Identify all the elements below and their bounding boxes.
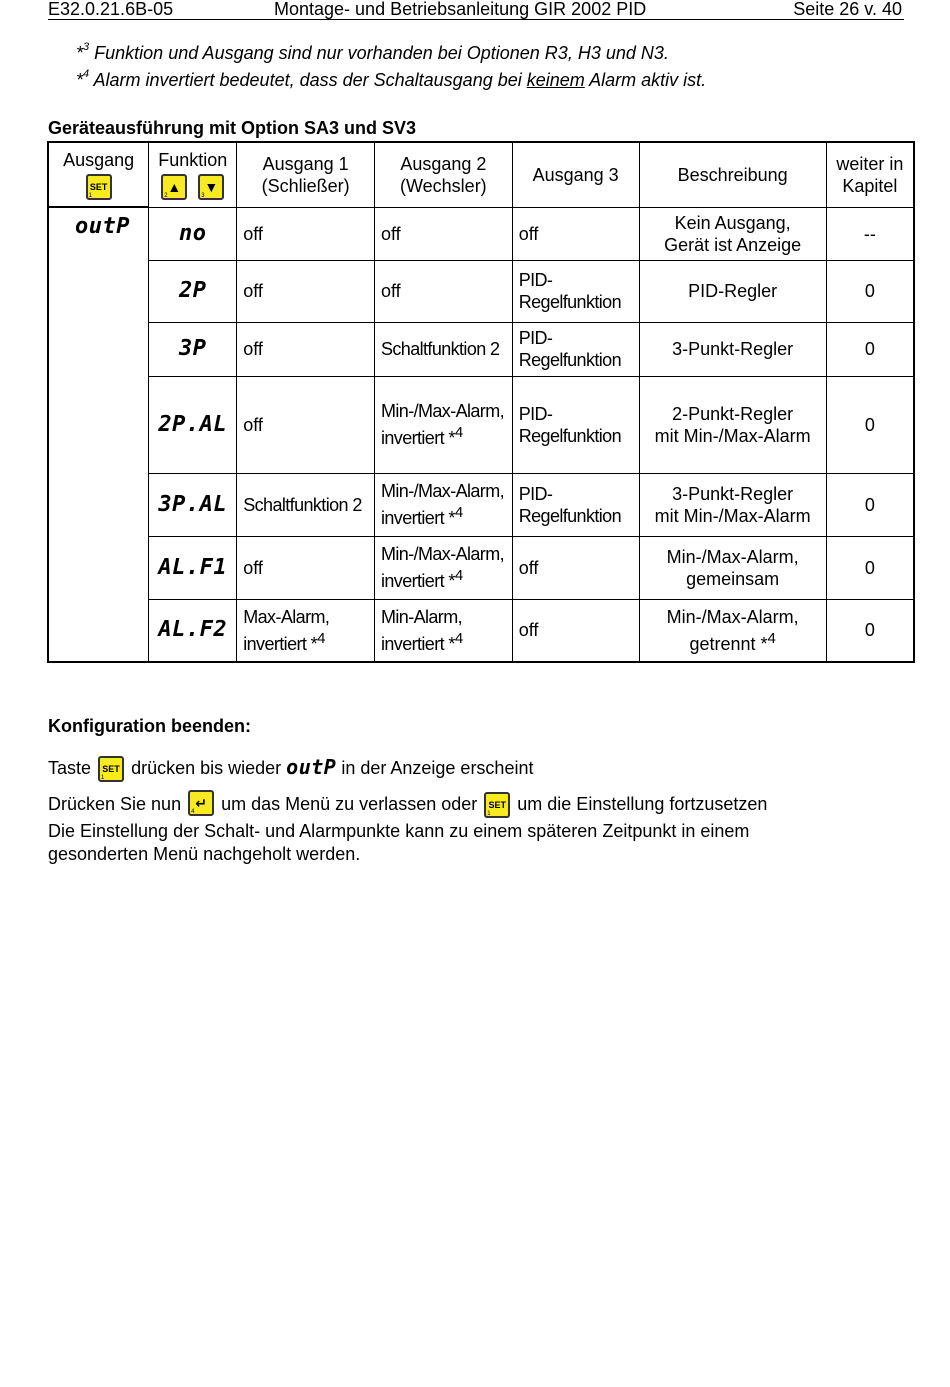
function-code-cell: 3P.AL (149, 473, 237, 536)
set-key-icon: SET 1 (484, 792, 510, 818)
config-line-1: Taste SET 1 drücken bis wieder outP in der Anzeige erscheint (48, 755, 534, 781)
beschreibung-cell: Min-/Max-Alarm, gemeinsam (639, 536, 826, 599)
kapitel-cell: 0 (826, 260, 914, 322)
table-row (48, 599, 914, 662)
header-ausgang-3: Ausgang 3 (512, 142, 639, 207)
section-title: Geräteausführung mit Option SA3 und SV3 (48, 118, 417, 138)
table-row (48, 536, 914, 599)
ausgang-3-cell: off (512, 599, 639, 662)
document-title: Montage- und Betriebsanleitung GIR 2002 PID (274, 0, 647, 19)
function-code-cell: no (149, 207, 237, 260)
kapitel-cell: 0 (826, 536, 914, 599)
ausgang-3-cell: PID- Regelfunktion (512, 322, 639, 376)
config-line-3: Die Einstellung der Schalt- und Alarmpunkte kann zu einem späteren Zeitpunkt in einem (48, 821, 750, 841)
display-code-outp: outP (75, 214, 130, 239)
beschreibung-cell: 3-Punkt-Regler (639, 322, 826, 376)
ausgang-2-cell: off (374, 207, 512, 260)
config-line-2: Drücken Sie nun ↵ 4 um das Menü zu verlassen oder SET 1 um die Einstellung fortzusetzen (48, 790, 767, 818)
ausgang-1-cell: Schaltfunktion 2 (237, 473, 375, 536)
ausgang-1-cell: off (237, 322, 375, 376)
configuration-table (47, 141, 915, 663)
table-header-row (48, 142, 914, 207)
kapitel-cell: -- (826, 207, 914, 260)
kapitel-cell: 0 (826, 322, 914, 376)
footnote-4: *$^4$ Alarm invertiert bedeutet, dass der Schaltausgang bei keinem Alarm aktiv ist. (76, 68, 707, 90)
beschreibung-cell: 3-Punkt-Regler mit Min-/Max-Alarm (639, 473, 826, 536)
header-kapitel: weiter in Kapitel (826, 142, 914, 207)
function-code-cell: AL.F1 (149, 536, 237, 599)
down-arrow-key-icon: ▼ 3 (198, 174, 224, 200)
ausgang-2-cell: off (374, 260, 512, 322)
config-title: Konfiguration beenden: (48, 716, 251, 736)
set-key-icon: SET 1 (98, 756, 124, 782)
ausgang-1-cell: Max-Alarm, invertiert *$^4$ (237, 599, 375, 662)
table-row (48, 322, 914, 376)
ausgang-3-cell: off (512, 536, 639, 599)
function-code-cell: 2P (149, 260, 237, 322)
function-code-cell: AL.F2 (149, 599, 237, 662)
display-code-outp: outP (286, 755, 337, 779)
ausgang-2-cell: Schaltfunktion 2 (374, 322, 512, 376)
beschreibung-cell: Kein Ausgang, Gerät ist Anzeige (639, 207, 826, 260)
ausgang-3-cell: PID- Regelfunktion (512, 260, 639, 322)
table-row (48, 260, 914, 322)
ausgang-2-cell: Min-Alarm, invertiert *$^4$ (374, 599, 512, 662)
ausgang-1-cell: off (237, 260, 375, 322)
ausgang-1-cell: off (237, 207, 375, 260)
ausgang-3-cell: off (512, 207, 639, 260)
ausgang-1-cell: off (237, 376, 375, 473)
function-code-cell: 2P.AL (149, 376, 237, 473)
up-arrow-key-icon: ▲ 2 (161, 174, 187, 200)
footnote-4-underlined: keinem (526, 70, 585, 90)
beschreibung-cell: Min-/Max-Alarm, getrennt *$^4$ (639, 599, 826, 662)
kapitel-cell: 0 (826, 376, 914, 473)
ausgang-2-cell: Min-/Max-Alarm, invertiert *$^4$ (374, 376, 512, 473)
header-funktion: Funktion ▲ 2 ▼ 3 (149, 142, 237, 207)
set-key-icon: SET 1 (86, 174, 112, 200)
function-code-cell: 3P (149, 322, 237, 376)
page-number: Seite 26 v. 40 (793, 0, 902, 19)
ausgang-2-cell: Min-/Max-Alarm, invertiert *$^4$ (374, 473, 512, 536)
config-line-4: gesonderten Menü nachgeholt werden. (48, 844, 361, 864)
header-ausgang-2: Ausgang 2 (Wechsler) (374, 142, 512, 207)
table-row (48, 207, 914, 260)
header-beschreibung: Beschreibung (639, 142, 826, 207)
ausgang-1-cell: off (237, 536, 375, 599)
table-row (48, 473, 914, 536)
document-id: E32.0.21.6B-05 (48, 0, 174, 19)
header-ausgang-1: Ausgang 1 (Schließer) (237, 142, 375, 207)
kapitel-cell: 0 (826, 599, 914, 662)
footnote-3: *$^3$ Funktion und Ausgang sind nur vorhanden bei Optionen R3, H3 und N3. (76, 41, 669, 63)
kapitel-cell: 0 (826, 473, 914, 536)
table-row (48, 376, 914, 473)
beschreibung-cell: PID-Regler (639, 260, 826, 322)
header-ausgang: Ausgang SET 1 (48, 142, 149, 207)
ausgang-code-cell (48, 207, 149, 662)
ausgang-3-cell: PID- Regelfunktion (512, 473, 639, 536)
beschreibung-cell: 2-Punkt-Regler mit Min-/Max-Alarm (639, 376, 826, 473)
ausgang-3-cell: PID- Regelfunktion (512, 376, 639, 473)
footnote-3-text: Funktion und Ausgang sind nur vorhanden bei Optionen R3, H3 und N3. (94, 43, 669, 63)
page-header (48, 0, 904, 20)
ausgang-2-cell: Min-/Max-Alarm, invertiert *$^4$ (374, 536, 512, 599)
enter-key-icon: ↵ 4 (188, 790, 214, 816)
